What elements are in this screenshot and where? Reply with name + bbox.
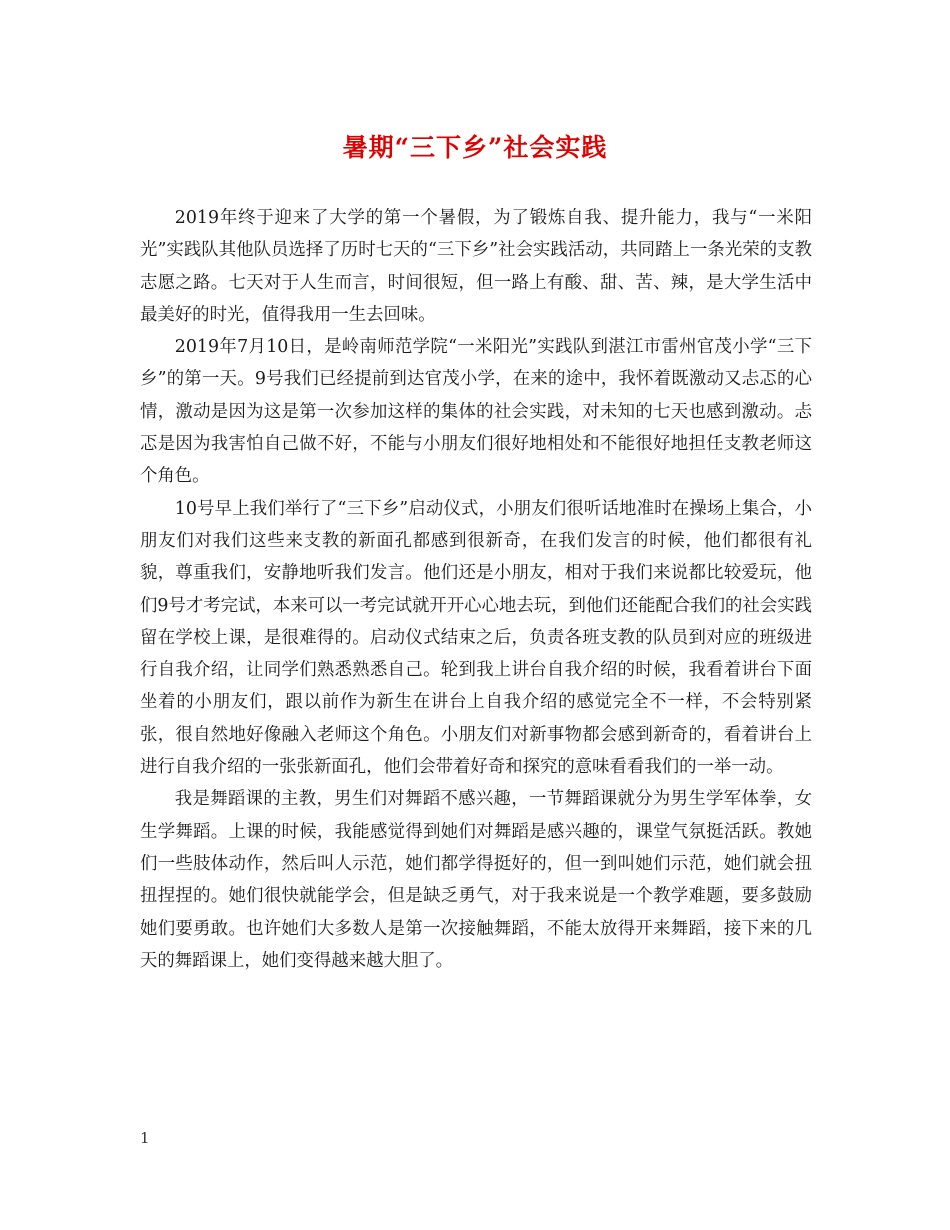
document-body	[140, 202, 812, 977]
paragraph-3: 10号早上我们举行了“三下乡”启动仪式，小朋友们很听话地准时在操场上集合，小朋友们对我们这些来支教的新面孔都感到很新奇，在我们发言的时候，他们都很有礼貌，尊重我们，安静地听我们发言。他们还是小朋友，相对于我们来说都比较爱玩，他们9号才考完试，本来可以一考完试就开开心心地去玩，到他们还能配合我们的社会实践留在学校上课，是很难得的。启动仪式结束之后，负责各班支教的队员到对应的班级进行自我介绍，让同学们熟悉熟悉自己。轮到我上讲台自我介绍的时候，我看着讲台下面坐着的小朋友们，跟以前作为新生在讲台上自我介绍的感觉完全不一样，不会特别紧张，很自然地好像融入老师这个角色。小朋友们对新事物都会感到新奇的，看着讲台上进行自我介绍的一张张新面孔，他们会带着好奇和探究的意味看看我们的一举一动。	[140, 498, 812, 778]
page-number: 1	[140, 1129, 150, 1147]
document-title: 暑期“三下乡”社会实践	[342, 133, 608, 162]
paragraph-1: 2019年终于迎来了大学的第一个暑假，为了锻炼自我、提升能力，我与“一米阳光”实践队其他队员选择了历时七天的“三下乡”社会实践活动，共同踏上一条光荣的支教志愿之路。七天对于人生而言，时间很短，但一路上有酸、甜、苦、辣，是大学生活中最美好的时光，值得我用一生去回味。	[140, 208, 812, 325]
paragraph-2: 2019年7月10日，是岭南师范学院“一米阳光”实践队到湛江市雷州官茂小学“三下乡”的第一天。9号我们已经提前到达官茂小学，在来的途中，我怀着既激动又忐忑的心情，激动是因为这是第一次参加这样的集体的社会实践，对未知的七天也感到激动。忐忑是因为我害怕自己做不好，不能与小朋友们很好地相处和不能很好地担任支教老师这个角色。	[140, 337, 812, 487]
paragraph-4: 我是舞蹈课的主教，男生们对舞蹈不感兴趣，一节舞蹈课就分为男生学军体拳，女生学舞蹈。上课的时候，我能感觉得到她们对舞蹈是感兴趣的，课堂气氛挺活跃。教她们一些肢体动作，然后叫人示范，她们都学得挺好的，但一到叫她们示范，她们就会扭扭捏捏的。她们很快就能学会，但是缺乏勇气，对于我来说是一个教学难题，要多鼓励她们要勇敢。也许她们大多数人是第一次接触舞蹈，不能太放得开来舞蹈，接下来的几天的舞蹈课上，她们变得越来越大胆了。	[140, 789, 812, 971]
